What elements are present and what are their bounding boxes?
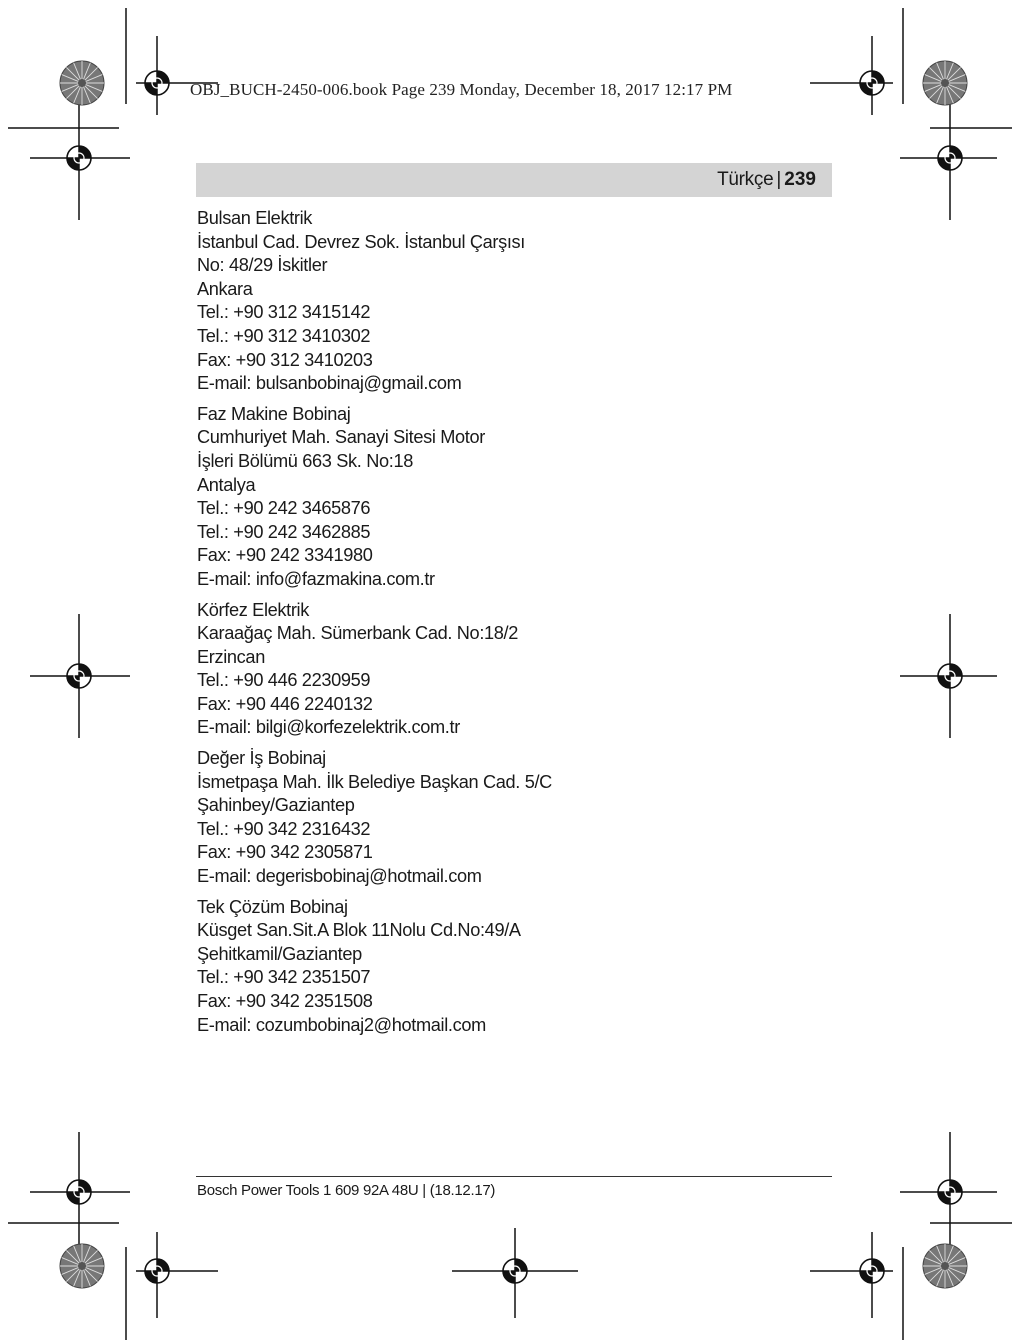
address-line: İşleri Bölümü 663 Sk. No:18 [197,450,413,471]
phone: Tel.: +90 342 2351507 [197,967,371,988]
email: E-mail: bulsanbobinaj@gmail.com [197,373,462,394]
address-entry-tek-cozum-bobinaj [197,896,797,1038]
phone: Tel.: +90 342 2316432 [197,818,371,839]
phone: Tel.: +90 242 3462885 [197,521,371,542]
fax: Fax: +90 342 2351508 [197,991,373,1011]
fax: Fax: +90 342 2305871 [197,842,373,863]
header-separator: | [776,169,782,190]
header-page-number: 239 [784,169,816,190]
city: Antalya [197,474,256,495]
city: Şahinbey/Gaziantep [197,795,355,816]
fax: Fax: +90 242 3341980 [197,545,373,566]
phone: Tel.: +90 242 3465876 [197,498,371,519]
service-address-list [197,207,797,1044]
phone: Tel.: +90 312 3415142 [197,302,371,323]
address-entry-korfez-elektrik [197,599,797,741]
fax: Fax: +90 446 2240132 [197,693,373,714]
city: Erzincan [197,646,265,667]
city: Ankara [197,278,253,299]
page-header-bar [196,163,832,197]
email: E-mail: info@fazmakina.com.tr [197,568,435,589]
fax: Fax: +90 312 3410203 [197,349,373,370]
print-slug-line: OBJ_BUCH-2450-006.book Page 239 Monday, December 18, 2017 12:17 PM [190,80,733,99]
company-name: Faz Makine Bobinaj [197,403,351,424]
address-entry-faz-makine-bobinaj [197,403,797,592]
address-line: Karaağaç Mah. Sümerbank Cad. No:18/2 [197,623,519,644]
address-line: No: 48/29 İskitler [197,255,328,276]
email: E-mail: degerisbobinaj@hotmail.com [197,866,482,887]
address-line: İstanbul Cad. Devrez Sok. İstanbul Çarşısı [197,231,525,252]
company-name: Körfez Elektrik [197,599,309,620]
city: Şehitkamil/Gaziantep [197,943,362,964]
address-entry-bulsan-elektrik [197,207,797,396]
address-entry-deger-is-bobinaj [197,747,797,889]
company-name: Tek Çözüm Bobinaj [197,896,348,917]
address-line: Küsget San.Sit.A Blok 11Nolu Cd.No:49/A [197,920,521,941]
email: E-mail: cozumbobinaj2@hotmail.com [197,1014,486,1035]
header-language: Türkçe [717,169,774,190]
page-footer: Bosch Power Tools 1 609 92A 48U | (18.12.17) [197,1182,496,1199]
address-line: İsmetpaşa Mah. İlk Belediye Başkan Cad. 5/C [197,771,552,792]
address-line: Cumhuriyet Mah. Sanayi Sitesi Motor [197,427,485,448]
company-name: Değer İş Bobinaj [197,748,326,769]
page-header-label [717,169,816,191]
phone: Tel.: +90 312 3410302 [197,325,371,346]
email: E-mail: bilgi@korfezelektrik.com.tr [197,717,460,738]
phone: Tel.: +90 446 2230959 [197,670,371,691]
footer-divider [196,1176,832,1177]
company-name: Bulsan Elektrik [197,208,313,228]
